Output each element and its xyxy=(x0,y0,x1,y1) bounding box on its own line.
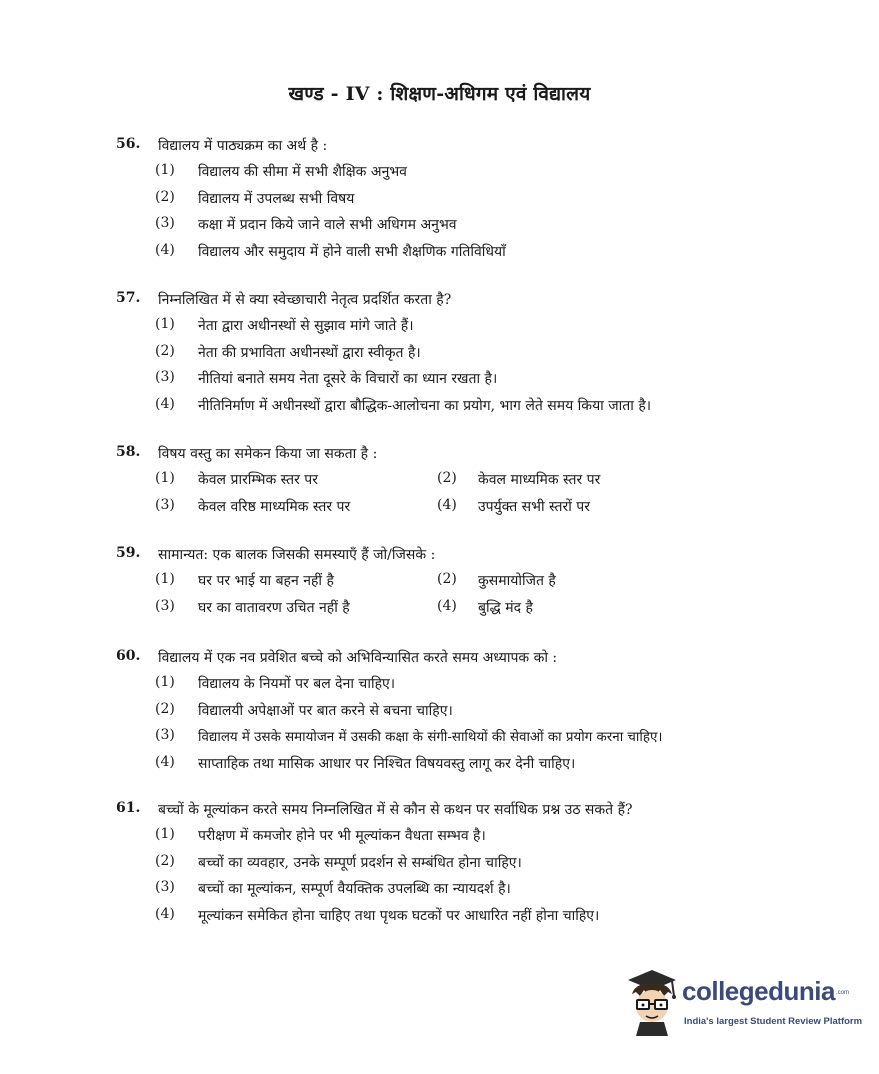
option-number: (1) xyxy=(155,826,175,842)
option-text: नीतियां बनाते समय नेता दूसरे के विचारों का ध्यान रखता है। xyxy=(198,371,498,387)
question-58 xyxy=(0,444,879,523)
question-61 xyxy=(0,800,879,932)
option-text: विद्यालय में उसके समायोजन में उसकी कक्षा के संगी-साथियों की सेवाओं का प्रयोग करना चाहिए। xyxy=(198,730,663,745)
option-number: (1) xyxy=(155,674,175,690)
question-60 xyxy=(0,648,879,780)
question-text: विषय वस्तु का समेकन किया जा सकता है : xyxy=(158,446,378,462)
option-text: नेता की प्रभाविता अधीनस्थों द्वारा स्वीकृत है। xyxy=(198,344,421,361)
option-text: घर पर भाई या बहन नहीं है xyxy=(198,573,334,589)
option-number: (3) xyxy=(155,215,175,231)
option-number: (4) xyxy=(155,905,175,922)
option-number: (2) xyxy=(437,470,457,486)
section-title: खण्ड - IV : शिक्षण-अधिगम एवं विद्यालय xyxy=(288,83,591,105)
option-number: (4) xyxy=(155,395,175,412)
option-text: साप्ताहिक तथा मासिक आधार पर निश्चित विषयवस्तु लागू कर देनी चाहिए। xyxy=(198,755,576,772)
option-text: घर का वातावरण उचित नहीं है xyxy=(198,599,350,616)
question-number: 60. xyxy=(116,648,141,664)
option-number: (2) xyxy=(155,700,175,717)
option-text: केवल प्रारम्भिक स्तर पर xyxy=(198,472,318,488)
option-text: विद्यालय के नियमों पर बल देना चाहिए। xyxy=(198,676,396,692)
question-number: 61. xyxy=(116,800,141,816)
option-text: नेता द्वारा अधीनस्थों से सुझाव मांगे जाते हैं। xyxy=(198,318,414,334)
question-number: 58. xyxy=(116,444,141,460)
option-number: (4) xyxy=(437,496,457,513)
mascot-icon xyxy=(622,968,680,1036)
option-text: विद्यालयी अपेक्षाओं पर बात करने से बचना चाहिए। xyxy=(198,702,453,719)
question-text: बच्चों के मूल्यांकन करते समय निम्नलिखित में से कौन से कथन पर सर्वाधिक प्रश्न उठ सकते हैं? xyxy=(158,802,633,818)
option-number: (3) xyxy=(155,496,175,513)
collegedunia-logo[interactable] xyxy=(622,968,863,1036)
question-number: 59. xyxy=(116,545,141,561)
option-text: कुसमायोजित है xyxy=(478,573,556,589)
question-text: सामान्यत: एक बालक जिसकी समस्याएँ हैं जो/जिसके : xyxy=(158,547,436,563)
question-text: विद्यालय में एक नव प्रवेशित बच्चे को अभिविन्यासित करते समय अध्यापक को : xyxy=(158,650,558,666)
question-number: 57. xyxy=(116,290,141,306)
option-text: बुद्धि मंद है xyxy=(478,599,533,616)
option-text: बच्चों का मूल्यांकन, सम्पूर्ण वैयक्तिक उपलब्धि का न्यायदर्श है। xyxy=(198,881,511,897)
option-text: बच्चों का व्यवहार, उनके सम्पूर्ण प्रदर्शन से सम्बंधित होना चाहिए। xyxy=(198,854,522,871)
option-text: मूल्यांकन समेकित होना चाहिए तथा पृथक घटकों पर आधारित नहीं होना चाहिए। xyxy=(198,907,600,924)
option-number: (1) xyxy=(155,470,175,486)
option-number: (4) xyxy=(155,241,175,258)
question-text: निम्नलिखित में से क्या स्वेच्छाचारी नेतृत्व प्रदर्शित करता है? xyxy=(158,292,452,308)
question-57 xyxy=(0,290,879,422)
option-number: (2) xyxy=(155,852,175,869)
logo-name: collegedunia xyxy=(682,976,835,1006)
option-text: विद्यालय की सीमा में सभी शैक्षिक अनुभव xyxy=(198,164,407,180)
question-59 xyxy=(0,545,879,624)
option-text: विद्यालय और समुदाय में होने वाली सभी शैक्षणिक गतिविधियाँ xyxy=(198,243,506,260)
option-number: (2) xyxy=(437,571,457,587)
option-text: परीक्षण में कमजोर होने पर भी मूल्यांकन वैधता सम्भव है। xyxy=(198,828,486,844)
option-number: (2) xyxy=(155,342,175,359)
option-text: कक्षा में प्रदान किये जाने वाले सभी अधिगम अनुभव xyxy=(198,217,457,233)
option-number: (2) xyxy=(155,188,175,205)
option-number: (3) xyxy=(155,727,175,743)
question-56 xyxy=(0,136,879,268)
logo-tagline: India's largest Student Review Platform xyxy=(684,1016,863,1027)
option-text: विद्यालय में उपलब्ध सभी विषय xyxy=(198,190,355,207)
question-text: विद्यालय में पाठ्यक्रम का अर्थ है : xyxy=(158,138,328,154)
option-number: (3) xyxy=(155,879,175,895)
option-number: (1) xyxy=(155,316,175,332)
option-text: नीतिनिर्माण में अधीनस्थों द्वारा बौद्धिक-आलोचना का प्रयोग, भाग लेते समय किया जाता है। xyxy=(198,397,652,414)
option-number: (3) xyxy=(155,369,175,385)
option-text: केवल माध्यमिक स्तर पर xyxy=(478,472,601,488)
option-number: (1) xyxy=(155,571,175,587)
option-number: (4) xyxy=(437,597,457,614)
logo-suffix: .com xyxy=(836,990,850,996)
option-number: (1) xyxy=(155,162,175,178)
option-text: उपर्युक्त सभी स्तरों पर xyxy=(478,498,590,515)
option-number: (4) xyxy=(155,753,175,770)
question-number: 56. xyxy=(116,136,141,152)
option-number: (3) xyxy=(155,597,175,614)
option-text: केवल वरिष्ठ माध्यमिक स्तर पर xyxy=(198,498,351,515)
